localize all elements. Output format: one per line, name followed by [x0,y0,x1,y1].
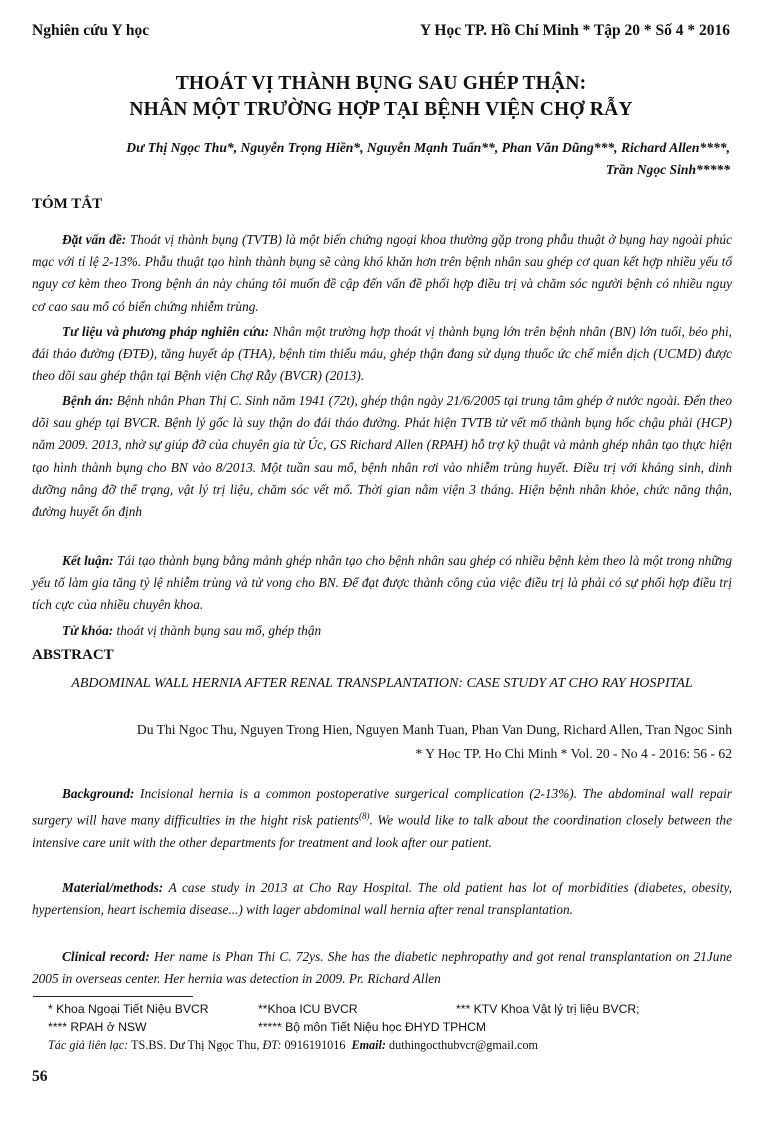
abstract-methods [32,877,732,921]
abstract-clinical-text: Her name is Phan Thi C. 72ys. She has the diabetic nephropathy and got renal transplantation on 21June 2005 in overseas center. Her hernia was detection in 2009. Pr. Richard Allen [32,949,733,987]
footnote-4: **** RPAH ở NSW [48,1020,147,1034]
abstract-methods-text: A case study in 2013 at Cho Ray Hospital. The old patient has lot of morbidities (diabetes, obesity, hypertension, heart ischemia disease...) with lager abdominal wall hernia after renal transplantation. [32,880,732,918]
footnote-5: ***** Bộ môn Tiết Niệu học ĐHYD TPHCM [258,1020,487,1034]
summary-conclusion-lead: Kết luận: [62,553,114,568]
abstract-background [32,783,732,854]
footnote-divider [33,996,193,997]
author-line1: Dư Thị Ngọc Thu*, Nguyễn Trọng Hiền*, Nguyễn Mạnh Tuấn**, Phan Văn Dũng***, Richard Allen****, [126,140,730,155]
summary-keywords [32,620,732,642]
contact-label: Tác giả liên lạc: [48,1038,129,1052]
abstract-background-text2: . We would like to talk about the coordination closely between the intensive care unit with the other departments for treatment and look after our patient. [32,812,732,850]
footnote-3: *** KTV Khoa Vật lý trị liệu BVCR; [456,1002,640,1016]
summary-case [32,390,732,523]
abstract-clinical-lead: Clinical record: [62,949,150,964]
article-title-line2: NHÂN MỘT TRƯỜNG HỢP TẠI BỆNH VIỆN CHỢ RẪY [129,99,633,120]
article-title-line1: THOÁT VỊ THÀNH BỤNG SAU GHÉP THẬN: [175,73,587,94]
summary-conclusion [32,550,732,617]
email-address: duthingocthubvcr@gmail.com [385,1038,539,1052]
abstract-background-ref: (8) [358,811,370,822]
abstract-title: ABDOMINAL WALL HERNIA AFTER RENAL TRANSPLANTATION: CASE STUDY AT CHO RAY HOSPITAL [71,676,693,691]
summary-methods-text: Nhân một trường hợp thoát vị thành bụng lớn trên bệnh nhân (BN) lớn tuổi, béo phì, đái tháo đường (ĐTĐ), tăng huyết áp (THA), bệnh tim thiếu máu, ghép thận đang sử dụng thuốc ức chế miễn dịch (UCMD) được theo dõi sau ghép thận tại Bệnh viện Chợ Rẫy (BVCR) (2013). [32,324,732,384]
abstract-clinical [32,946,732,990]
summary-keywords-lead: Từ khóa: [62,623,114,638]
summary-conclusion-text: Tái tạo thành bụng bằng mảnh ghép nhân tạo cho bệnh nhân sau ghép có nhiều bệnh kèm theo là một trong những yếu tố làm gia tăng tỷ lệ nhiễm trùng và tử vong cho BN. Để đạt được thành công của việc điều trị là phải có sự phối hợp điều trị tích cực của nhiều chuyên khoa. [32,553,732,613]
abstract-methods-lead: Material/methods: [62,880,164,895]
summary-case-text: Bệnh nhân Phan Thị C. Sinh năm 1941 (72t), ghép thận ngày 21/6/2005 tại trung tâm ghép ở nước ngoài. Đến theo dõi sau ghép tại BVCR. Bệnh lý gốc là suy thận do đái tháo đường. Phát hiện TVTB từ vết mổ thành bụng hốc chậu phải (HCP) năm 2009. 2013, nhờ sự giúp đỡ của chuyên gia từ Úc, GS Richard Allen (RPAH) hỗ trợ kỹ thuật và mảnh ghép nhân tạo thực hiện tạo hình thành bụng cho BN vào 8/2013. Một tuần sau mổ, bệnh nhân rơi vào nhiễm trùng huyết. Điều trị với kháng sinh, dinh dưỡng nâng đỡ thể trạng, vật lý trị liệu, chăm sóc vết mổ. Thời gian nằm viện 3 tháng. Hiện bệnh nhân khỏe, chức năng thận, đường huyết ổn định [32,393,732,520]
running-header-right: Y Học TP. Hồ Chí Minh * Tập 20 * Số 4 * 2016 [419,22,730,39]
summary-methods-lead: Tư liệu và phương pháp nghiên cứu: [62,324,270,339]
page-number: 56 [32,1068,48,1085]
abstract-citation: * Y Hoc TP. Ho Chi Minh * Vol. 20 - No 4 - 2016: 56 - 62 [415,746,732,761]
phone-number: 0916191016 [281,1038,346,1052]
footnote-1: * Khoa Ngoại Tiết Niệu BVCR [48,1002,209,1016]
phone-label: ĐT: [259,1038,282,1052]
corresponding-author [48,1038,538,1053]
author-list [40,137,730,181]
footnote-2: **Khoa ICU BVCR [258,1002,358,1016]
abstract-background-text: Incisional hernia is a common postoperative surgerical complication (2-13%). The abdominal wall repair surgery will have many difficulties in the hight risk patients [32,786,732,828]
running-header-left: Nghiên cứu Y học [32,22,150,39]
summary-intro [32,229,732,318]
abstract-background-lead: Background: [62,786,135,801]
abstract-authors: Du Thi Ngoc Thu, Nguyen Trong Hien, Nguyen Manh Tuan, Phan Van Dung, Richard Allen, Tran Ngoc Sinh [136,722,732,737]
summary-keywords-text: thoát vị thành bụng sau mổ, ghép thận [113,623,322,638]
abstract-heading: ABSTRACT [32,647,114,663]
contact-name: TS.BS. Dư Thị Ngọc Thu, [128,1038,260,1052]
summary-methods [32,321,732,388]
summary-intro-lead: Đặt vấn đề: [62,232,127,247]
summary-heading: TÓM TẮT [32,196,103,212]
summary-case-lead: Bệnh án: [62,393,114,408]
summary-intro-text: Thoát vị thành bụng (TVTB) là một biến chứng ngoại khoa thường gặp trong phẫu thuật ở bụng hay ngoài phúc mạc với tỉ lệ 2-13%. Phẫu thuật tạo hình thành bụng sẽ càng khó khăn hơn trên bệnh nhân sau ghép cơ quan kết hợp nhiều yếu tố nguy cơ kèm theo Trong bệnh án này chúng tôi muốn đề cập đến vấn đề phối hợp điều trị và chăm sóc người bệnh có nhiều nguy cơ cao sau mổ có biến chứng nhiễm trùng. [32,232,732,314]
email-label: Email: [351,1038,386,1052]
author-line2: Trần Ngọc Sinh***** [605,162,730,177]
